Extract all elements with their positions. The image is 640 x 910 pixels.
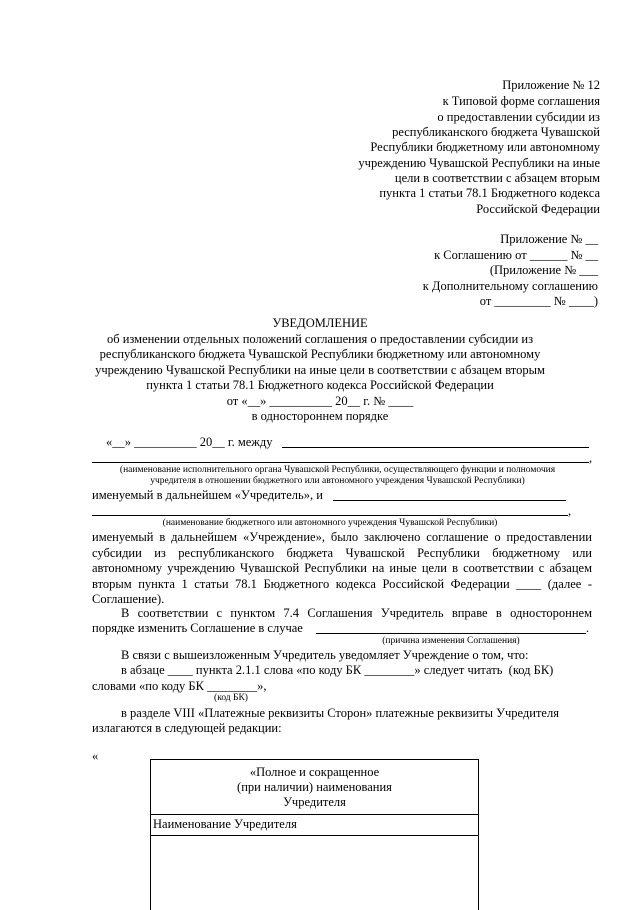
table-row-divider	[151, 835, 478, 836]
appendix-12-line: Российской Федерации	[476, 202, 600, 216]
reason-caption: (причина изменения Соглашения)	[382, 636, 520, 646]
subtitle-line: об изменении отдельных положений соглашения о предоставлении субсидии из	[106, 332, 534, 346]
comma: ,	[568, 504, 572, 518]
requisites-table	[150, 759, 479, 910]
founder-name-blank	[92, 462, 589, 463]
institution-name-blank	[333, 500, 566, 501]
appendix-12-line: Приложение № 12	[502, 78, 600, 92]
institution-caption: (наименование бюджетного или автономного учреждения Чувашской Республики)	[162, 518, 498, 528]
table-row-label: Наименование Учредителя	[153, 817, 297, 831]
subtitle-line: от «__» __________ 20__ г. № ____	[226, 394, 414, 408]
paragraph-line: В соответствии с пунктом 7.4 Соглашения Учредитель вправе в одностороннем	[121, 606, 592, 620]
paragraph-line: в абзаце ____ пункта 2.1.1 слова «по коду БК ________» следует читать (код БК)	[121, 663, 554, 677]
table-header-cell	[151, 760, 478, 815]
founder-caption: (наименование исполнительного органа Чувашской Республики, осуществляющего функции и полномочия	[119, 465, 556, 475]
appendix-blank-line: к Соглашению от ______ № __	[434, 248, 598, 262]
appendix-12-line: о предоставлении субсидии из	[437, 110, 600, 124]
appendix-12-line: пункта 1 статьи 78.1 Бюджетного кодекса	[379, 186, 600, 200]
paragraph-line: В связи с вышеизложенным Учредитель уведомляет Учреждение о том, что:	[121, 648, 529, 662]
table-header-line: (при наличии) наименования	[237, 780, 392, 794]
appendix-blank-line: (Приложение № ___	[489, 263, 598, 277]
founder-caption: учредителя в отношении бюджетного или автономного учреждения Чувашской Республики)	[150, 476, 525, 486]
subtitle-line: пункта 1 статьи 78.1 Бюджетного кодекса Российской Федерации	[146, 378, 494, 392]
period: .	[586, 621, 590, 635]
table-header-line: «Полное и сокращенное	[249, 765, 380, 779]
paragraph-line: словами «по коду БК ________»,	[92, 679, 267, 693]
comma: ,	[589, 451, 593, 465]
paragraph-line: именуемый в дальнейшем «Учреждение», было заключено соглашение о предоставлении	[92, 530, 592, 544]
institution-name-blank	[92, 515, 568, 516]
appendix-12-line: учреждению Чувашской Республики на иные	[358, 156, 600, 170]
paragraph-line: субсидии из республиканского бюджета Чувашской Республики бюджетному или	[92, 546, 592, 560]
paragraph-line: Соглашение).	[92, 592, 165, 606]
appendix-blank-line: к Дополнительному соглашению	[422, 279, 598, 293]
subtitle-line: в одностороннем порядке	[251, 409, 389, 423]
appendix-12-line: Республики бюджетному или автономному	[370, 140, 600, 154]
document-title: УВЕДОМЛЕНИЕ	[272, 316, 368, 330]
appendix-12-line: цели в соответствии с абзацем вторым	[394, 171, 600, 185]
paragraph-line: излагаются в следующей редакции:	[92, 721, 282, 735]
reason-blank	[316, 633, 586, 634]
opening-quote: «	[92, 749, 99, 763]
paragraph-line: вторым пункта 1 статьи 78.1 Бюджетного кодекса Российской Федерации ____ (далее -	[92, 577, 592, 591]
founder-name-blank	[282, 447, 589, 448]
appendix-blank-line: Приложение № __	[500, 232, 598, 246]
founder-named-text: именуемый в дальнейшем «Учредитель», и	[92, 488, 323, 502]
appendix-12-line: республиканского бюджета Чувашской	[392, 125, 600, 139]
appendix-12-line: к Типовой форме соглашения	[442, 94, 600, 108]
subtitle-line: республиканского бюджета Чувашской Республики бюджетному или автономному	[99, 347, 541, 361]
paragraph-line: автономному учреждению Чувашской Республики на иные цели в соответствии с абзацем	[92, 561, 592, 575]
paragraph-line: порядке изменить Соглашение в случае	[92, 621, 303, 635]
appendix-blank-line: от _________ № ____)	[479, 294, 598, 308]
paragraph-line: в разделе VIII «Платежные реквизиты Сторон» платежные реквизиты Учредителя	[121, 706, 559, 720]
kbk-caption: (код БК)	[214, 693, 248, 703]
subtitle-line: учреждению Чувашской Республики на иные цели в соответствии с абзацем вторым	[95, 363, 545, 377]
agreement-date-line: «__» __________ 20__ г. между	[106, 435, 273, 449]
table-header-line: Учредителя	[283, 795, 346, 809]
